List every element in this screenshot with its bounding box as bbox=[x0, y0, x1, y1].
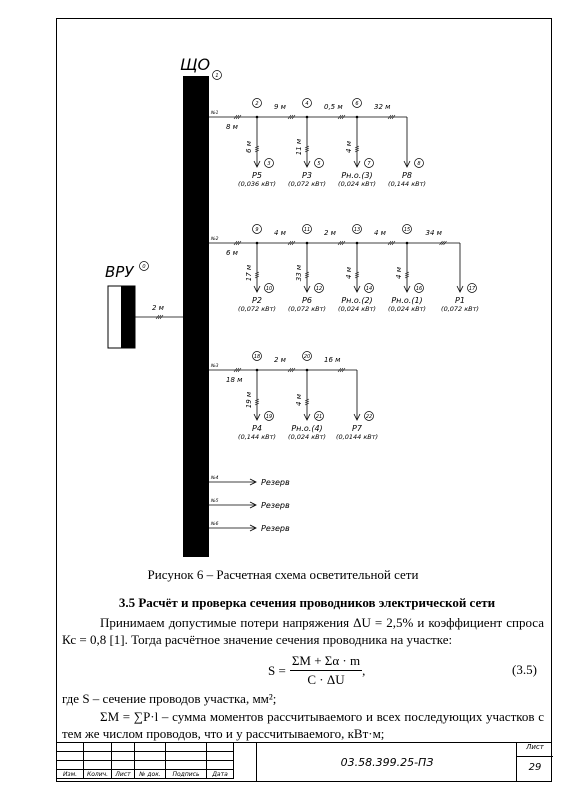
group-label: №1 bbox=[211, 111, 219, 116]
node-marker: 4 bbox=[305, 101, 309, 107]
reserve-text: Резерв bbox=[261, 478, 290, 487]
node-marker: 9 bbox=[255, 227, 259, 233]
load-name: Р5 bbox=[252, 171, 262, 180]
load-name: Р2 bbox=[252, 296, 262, 305]
sheet-divider bbox=[517, 756, 553, 757]
load-power: (0,144 кВт) bbox=[388, 180, 426, 188]
figure-caption: Рисунок 6 – Расчетная схема осветительной сети bbox=[147, 567, 419, 582]
stamp-column-label: № док. bbox=[135, 770, 166, 779]
drop-length: 17 м bbox=[245, 264, 253, 282]
group-label: №3 bbox=[211, 364, 219, 369]
drop-length: 11 м bbox=[295, 138, 303, 156]
group-first-length: 8 м bbox=[226, 123, 238, 131]
equation-number: (3.5) bbox=[512, 662, 537, 677]
drop-length: 6 м bbox=[245, 141, 253, 153]
load-marker: 14 bbox=[365, 286, 373, 292]
load-name: Рн.о.(4) bbox=[291, 424, 323, 433]
node-marker: 6 bbox=[355, 101, 359, 107]
load-power: (0,024 кВт) bbox=[288, 433, 326, 441]
formula-denominator: C · ΔU bbox=[307, 672, 345, 687]
stamp-column-label: Дата bbox=[207, 770, 234, 779]
drop-length: 4 м bbox=[345, 141, 353, 153]
reserve-text: Резерв bbox=[261, 501, 290, 510]
span-length: 4 м bbox=[274, 229, 286, 237]
load-power: (0,024 кВт) bbox=[388, 305, 426, 313]
load-name: Р8 bbox=[402, 171, 412, 180]
load-marker: 10 bbox=[265, 286, 273, 292]
node-marker: 15 bbox=[403, 227, 411, 233]
stamp-column-label: Лист bbox=[112, 770, 135, 779]
load-marker: 8 bbox=[417, 161, 421, 167]
span-length: 2 м bbox=[324, 229, 336, 237]
stamp-column-label: Подпись bbox=[166, 770, 207, 779]
load-marker: 22 bbox=[365, 414, 373, 420]
vru-label: ВРУ bbox=[105, 263, 134, 281]
paragraph-definition-m: ΣМ = ∑Р·l – сумма моментов рассчитываемого и всех последующих участков с тем же числом проводов, что и у рассчитываемого, кВт·м; bbox=[62, 709, 544, 741]
span-length: 32 м bbox=[374, 103, 391, 111]
stamp-column-label: Изм. bbox=[57, 770, 84, 779]
load-power: (0,072 кВт) bbox=[238, 305, 276, 313]
group-first-length: 18 м bbox=[226, 376, 243, 384]
load-marker: 7 bbox=[367, 161, 371, 167]
reserve-label: №6 bbox=[211, 522, 219, 527]
span-length: 9 м bbox=[274, 103, 286, 111]
paragraph-definition-s: где S – сечение проводов участка, мм²; bbox=[62, 691, 277, 706]
load-name: Р3 bbox=[302, 171, 312, 180]
node-marker: 20 bbox=[303, 354, 311, 360]
node-marker: 11 bbox=[303, 227, 311, 233]
load-marker: 16 bbox=[415, 286, 423, 292]
span-length: 2 м bbox=[274, 356, 286, 364]
load-power: (0,072 кВт) bbox=[288, 305, 326, 313]
stamp-column-label: Колич. bbox=[84, 770, 112, 779]
span-length: 4 м bbox=[374, 229, 386, 237]
formula-fraction bbox=[290, 653, 362, 688]
load-marker: 21 bbox=[315, 414, 323, 420]
span-length: 34 м bbox=[425, 229, 442, 237]
revision-table bbox=[56, 742, 234, 779]
load-name: Р7 bbox=[352, 424, 362, 433]
load-power: (0,024 кВт) bbox=[338, 305, 376, 313]
title-block bbox=[56, 742, 552, 782]
reserve-label: №5 bbox=[211, 499, 219, 504]
load-name: Р4 bbox=[252, 424, 262, 433]
load-name: Рн.о.(2) bbox=[341, 296, 373, 305]
paragraph-intro: Принимаем допустимые потери напряжения ΔU = 2,5% и коэффициент спроса Кс = 0,8 [1]. Тогда расчётное значение сечения проводника на участке: bbox=[62, 615, 544, 647]
load-marker: 12 bbox=[315, 286, 323, 292]
load-power: (0,144 кВт) bbox=[238, 433, 276, 441]
group-first-length: 6 м bbox=[226, 249, 238, 257]
shield-marker: 1 bbox=[215, 73, 219, 79]
section-heading: 3.5 Расчёт и проверка сечения проводников электрической сети bbox=[118, 595, 496, 610]
document-number: 03.58.399.25-ПЗ bbox=[256, 742, 517, 782]
node-marker: 13 bbox=[353, 227, 361, 233]
feed-length: 2 м bbox=[152, 304, 164, 312]
load-name: Рн.о.(3) bbox=[341, 171, 373, 180]
group-label: №2 bbox=[211, 237, 219, 242]
load-power: (0,072 кВт) bbox=[441, 305, 479, 313]
sheet-box bbox=[516, 742, 553, 782]
formula-numerator: ΣM + Σα · m bbox=[290, 653, 362, 671]
load-marker: 17 bbox=[468, 286, 476, 292]
load-power: (0,072 кВт) bbox=[288, 180, 326, 188]
formula-lhs: S = bbox=[268, 662, 286, 678]
drop-length: 4 м bbox=[345, 267, 353, 279]
load-power: (0,0144 кВт) bbox=[335, 433, 379, 441]
node-marker: 2 bbox=[255, 101, 259, 107]
sheet-number: 29 bbox=[528, 762, 542, 773]
load-name: Р1 bbox=[455, 296, 465, 305]
load-power: (0,036 кВт) bbox=[238, 180, 276, 188]
load-marker: 19 bbox=[265, 414, 273, 420]
reserve-label: №4 bbox=[211, 476, 219, 481]
load-name: Р6 bbox=[302, 296, 312, 305]
drop-length: 4 м bbox=[295, 394, 303, 406]
load-name: Рн.о.(1) bbox=[391, 296, 423, 305]
shield-bus-bar bbox=[183, 76, 209, 557]
load-marker: 5 bbox=[317, 161, 321, 167]
shield-label: ЩО bbox=[180, 55, 211, 74]
load-power: (0,024 кВт) bbox=[338, 180, 376, 188]
drop-length: 4 м bbox=[395, 267, 403, 279]
reserve-text: Резерв bbox=[261, 524, 290, 533]
drop-length: 33 м bbox=[295, 264, 303, 282]
drop-length: 19 м bbox=[245, 391, 253, 409]
formula-tail: , bbox=[362, 662, 366, 678]
node-marker: 18 bbox=[253, 354, 261, 360]
sheet-label: Лист bbox=[526, 743, 544, 751]
vru-marker: 0 bbox=[142, 264, 146, 270]
formula-3-5 bbox=[268, 653, 365, 688]
span-length: 0,5 м bbox=[324, 103, 343, 111]
vru-box-fill bbox=[121, 286, 135, 348]
span-length: 16 м bbox=[324, 356, 341, 364]
load-marker: 3 bbox=[267, 161, 271, 167]
